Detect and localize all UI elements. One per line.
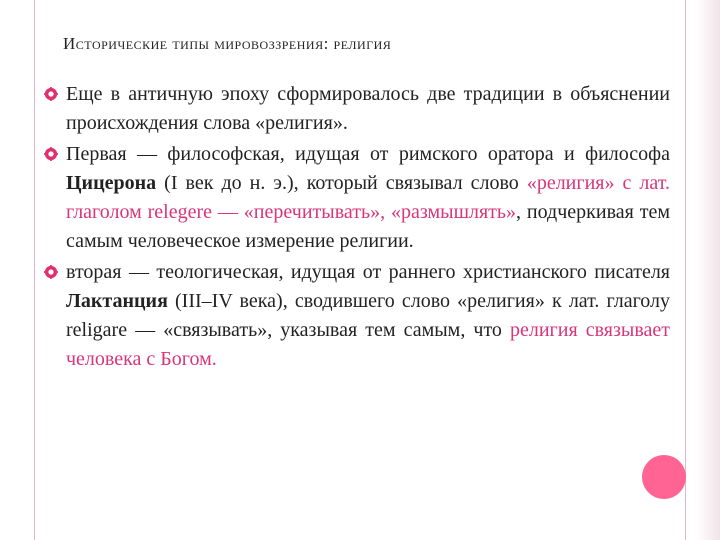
bullet-item-1: [44, 80, 670, 138]
bullet-text-1-part-1: Еще в античную эпоху сформировалось две традиции в объяснении происхождения слова «религия».: [66, 83, 670, 134]
bullet-list: [44, 80, 670, 376]
circle-decoration-icon: [642, 455, 686, 499]
slide-title: Исторические типы мировоззрения: религия: [63, 34, 392, 53]
bullet-text-3-part-1: вторая — теологическая, идущая от раннего христианского писателя: [66, 261, 670, 283]
bullet-text-2-part-2: Цицерона: [66, 172, 157, 194]
bullet-text-2-part-4: «религия» с лат. глаголом relegere — «перечитывать», «размышлять»: [66, 172, 670, 223]
bullet-item-2: [44, 140, 670, 256]
bullet-text-3-part-4: религия связывает человека с Богом.: [66, 319, 671, 370]
bullet-text-2-part-3: (I век до н. э.), который связывал слово: [156, 172, 527, 194]
left-margin: [0, 0, 34, 540]
bullet-text-2-part-1: Первая — философская, идущая от римского оратора и философа: [66, 143, 670, 165]
gear-bullet-icon: [44, 265, 58, 279]
bullet-text-2-part-5: , подчеркивая тем самым человеческое измерение религии.: [66, 201, 670, 252]
gear-bullet-icon: [44, 147, 58, 161]
bullet-text-3-part-3: (III–IV века), сводившего слово «религия» к лат. глаголу religare — «связывать», указывая тем самым, что: [66, 290, 670, 341]
bullet-text-3-part-2: Лактанция: [66, 290, 168, 312]
gear-bullet-icon: [44, 87, 58, 101]
bullet-item-3: [44, 258, 670, 374]
right-margin: [686, 0, 720, 540]
